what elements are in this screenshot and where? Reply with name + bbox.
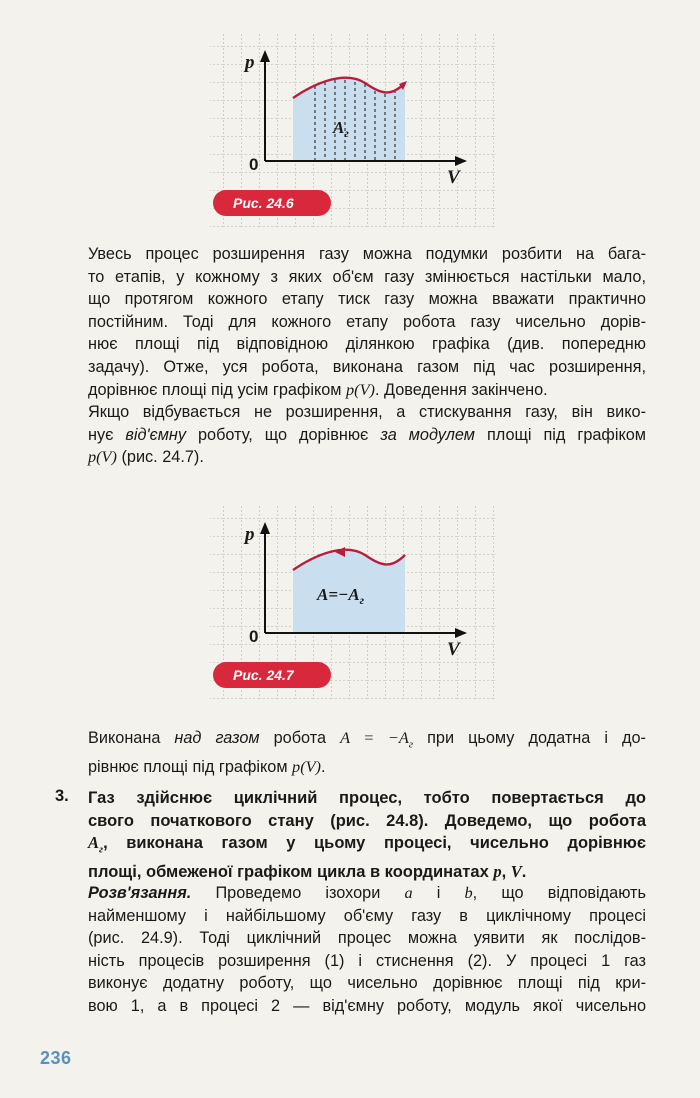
origin-label: 0 — [249, 627, 259, 646]
solution-label: Розв'язання. — [88, 884, 192, 902]
task-number: 3. — [55, 787, 69, 805]
figure-24-6 — [205, 28, 500, 238]
origin-label: 0 — [249, 155, 259, 174]
text-line: виконує додатну роботу, що чисельно дорівнює площі під кри- — [88, 974, 646, 993]
figure-caption: Рис. 24.6 — [233, 195, 294, 211]
text-line: Якщо відбувається не розширення, а стискування газу, він вико- — [88, 403, 646, 422]
v-axis-label: V — [447, 167, 460, 188]
text-line: Розв'язання. Проведемо ізохори a і b, що відповідають — [88, 883, 646, 902]
text-line: площі, обмеженої графіком цикла в координатах p, V. — [88, 862, 527, 882]
text-line: дорівнює площі під усім графіком p(V). Доведення закінчено. — [88, 379, 548, 399]
task-3-statement — [88, 787, 646, 884]
paragraph-3 — [88, 727, 646, 778]
area-label: $A=-A_г$ — [317, 585, 365, 607]
text-line: то етапів, у кожному з яких об'єм газу змінюється настільки мало, — [88, 267, 646, 286]
text-line: найменшому і найбільшому об'єму газу в циклічному процесі — [88, 906, 646, 925]
text-line: нює площі під відповідною ділянкою графіка (див. попередню — [88, 335, 646, 354]
text-line: (рис. 24.9). Тоді циклічний процес можна уявити як послідов- — [88, 929, 646, 948]
page-number: 236 — [40, 1048, 72, 1068]
v-axis-label: V — [447, 639, 460, 660]
solution — [88, 882, 646, 1018]
text-line: нує від'ємну роботу, що дорівнює за модулем площі під графіком — [88, 425, 647, 444]
text-line: ність процесів розширення (1) і стиснення (2). У процесі 1 газ — [88, 951, 646, 970]
text-line: вою 1, а в процесі 2 — від'ємну роботу, модуль якої чисельно — [88, 996, 646, 1015]
p-axis-label: p — [245, 524, 255, 545]
text-line: Виконана над газом робота $A = -A_г$ при цьому додатна і до- — [88, 728, 646, 751]
text-line: Газ здійснює циклічний процес, тобто повертається до — [88, 789, 646, 807]
figure-caption: Рис. 24.7 — [233, 667, 294, 683]
text-line: p(V) (рис. 24.7). — [88, 447, 204, 467]
text-line: $A_г$, виконана газом у цьому процесі, чисельно дорівнює — [88, 833, 646, 856]
text-line: постійним. Тоді для кожного етапу робота газу чисельно дорів- — [88, 312, 646, 331]
text-line: Увесь процес розширення газу можна подумки розбити на бага- — [88, 245, 646, 263]
area-label: $A_г$ — [333, 118, 349, 140]
paragraph-1 — [88, 243, 646, 469]
text-line: задачу). Отже, уся робота, виконана газом під час розширення, — [88, 357, 646, 376]
text-line: рівнює площі під графіком p(V). — [88, 756, 326, 776]
p-axis-label: p — [245, 52, 255, 73]
text-line: свого початкового стану (рис. 24.8). Доведемо, що робота — [88, 811, 646, 830]
figure-24-7 — [205, 500, 500, 710]
text-line: що протягом кожного етапу тиск газу можна вважати практично — [88, 290, 646, 309]
